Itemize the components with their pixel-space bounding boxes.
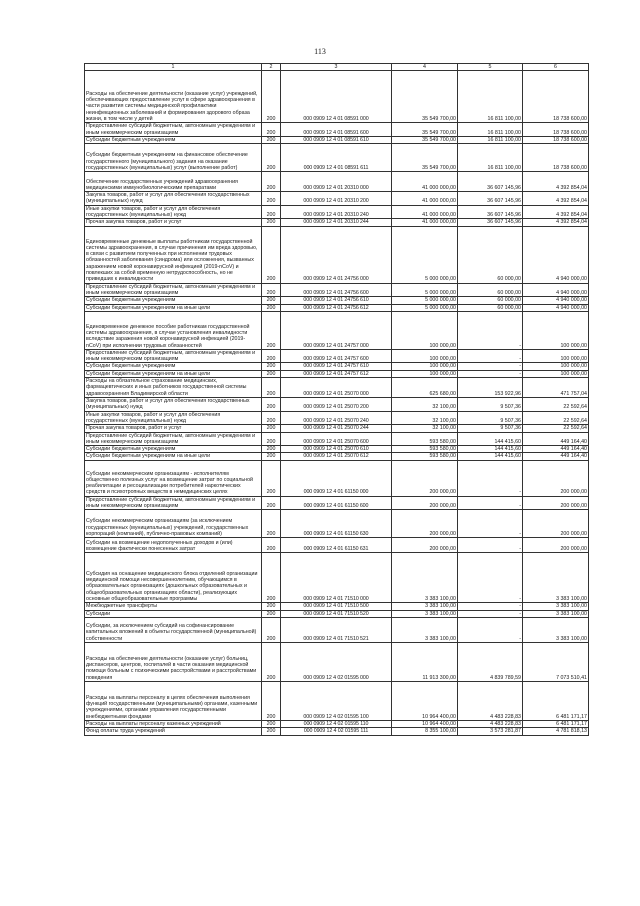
row-name-cell: Субсидии бюджетным учреждениям — [85, 446, 262, 453]
table-row — [85, 192, 589, 206]
row-executed-amount-cell: 16 811 100,00 — [458, 136, 523, 143]
table-row — [85, 226, 589, 283]
table-row — [85, 349, 589, 363]
row-approved-amount-cell: 593 580,00 — [392, 432, 458, 446]
row-unexecuted-amount-cell: 4 392 854,04 — [523, 192, 589, 206]
row-executed-amount-cell: 144 415,60 — [458, 453, 523, 460]
row-classification-code-cell: 000 0909 12 4 01 24756 612 — [281, 304, 392, 311]
row-executed-amount-cell: 60 000,00 — [458, 304, 523, 311]
row-name-cell: Прочая закупка товаров, работ и услуг — [85, 425, 262, 432]
row-executed-amount-cell: 16 811 100,00 — [458, 71, 523, 123]
row-line-code-cell: 200 — [262, 446, 281, 453]
row-name-cell: Субсидии бюджетным учреждениям на иные цели — [85, 370, 262, 377]
row-classification-code-cell: 000 0909 12 4 01 25070 610 — [281, 446, 392, 453]
table-header-row — [85, 64, 589, 71]
row-line-code-cell: 200 — [262, 205, 281, 219]
row-approved-amount-cell: 41 000 000,00 — [392, 172, 458, 192]
row-executed-amount-cell: - — [458, 311, 523, 349]
row-line-code-cell: 200 — [262, 363, 281, 370]
row-classification-code-cell: 000 0909 12 4 01 20310 000 — [281, 172, 392, 192]
row-executed-amount-cell: 36 607 145,96 — [458, 172, 523, 192]
row-classification-code-cell: 000 0909 12 4 01 61150 000 — [281, 460, 392, 496]
row-approved-amount-cell: 5 000 000,00 — [392, 283, 458, 297]
row-unexecuted-amount-cell: 100 000,00 — [523, 311, 589, 349]
row-classification-code-cell: 000 0909 12 4 02 01595 000 — [281, 642, 392, 681]
row-classification-code-cell: 000 0909 12 4 02 01595 100 — [281, 681, 392, 720]
row-executed-amount-cell: 60 000,00 — [458, 297, 523, 304]
row-unexecuted-amount-cell: 4 392 854,04 — [523, 219, 589, 226]
row-name-cell: Субсидии — [85, 610, 262, 617]
row-executed-amount-cell: 144 415,60 — [458, 432, 523, 446]
row-line-code-cell: 200 — [262, 510, 281, 538]
row-approved-amount-cell: 200 000,00 — [392, 510, 458, 538]
row-line-code-cell: 200 — [262, 370, 281, 377]
row-approved-amount-cell: 32 100,00 — [392, 398, 458, 412]
row-name-cell: Единовременные денежные выплаты работникам государственной системы здравоохранения, в случае причинения им вреда здоровью, в связи с развитием полученных при исполнении трудовых обязанностей заболевания (синдрома) или осложнения, вызванных заражением новой коронавирусной инфекцией (2019-nCoV) и повлекших за собой временную нетрудоспособность, но не приведших к инвалидности — [85, 226, 262, 283]
row-line-code-cell: 200 — [262, 610, 281, 617]
header-cell: 5 — [458, 64, 523, 71]
row-executed-amount-cell: 36 607 145,96 — [458, 219, 523, 226]
row-approved-amount-cell: 593 580,00 — [392, 446, 458, 453]
row-approved-amount-cell: 32 100,00 — [392, 411, 458, 425]
table-row — [85, 123, 589, 137]
page-number: 113 — [314, 47, 326, 56]
row-classification-code-cell: 000 0909 12 4 01 25070 244 — [281, 425, 392, 432]
header-cell: 1 — [85, 64, 262, 71]
table-row — [85, 446, 589, 453]
row-approved-amount-cell: 593 580,00 — [392, 453, 458, 460]
row-line-code-cell: 200 — [262, 453, 281, 460]
row-approved-amount-cell: 32 100,00 — [392, 425, 458, 432]
row-classification-code-cell: 000 0909 12 4 01 20310 240 — [281, 205, 392, 219]
row-classification-code-cell: 000 0909 12 4 01 08591 610 — [281, 136, 392, 143]
table-row — [85, 681, 589, 720]
header-cell: 4 — [392, 64, 458, 71]
row-approved-amount-cell: 41 000 000,00 — [392, 219, 458, 226]
row-unexecuted-amount-cell: 4 940 000,00 — [523, 226, 589, 283]
row-line-code-cell: 200 — [262, 553, 281, 603]
row-approved-amount-cell: 41 000 000,00 — [392, 192, 458, 206]
row-approved-amount-cell: 11 913 300,00 — [392, 642, 458, 681]
row-approved-amount-cell: 200 000,00 — [392, 460, 458, 496]
row-line-code-cell: 200 — [262, 378, 281, 398]
row-name-cell: Предоставление субсидий бюджетным, автономным учреждениям и иным некоммерческим организациям — [85, 283, 262, 297]
row-approved-amount-cell: 100 000,00 — [392, 349, 458, 363]
row-line-code-cell: 200 — [262, 496, 281, 510]
row-line-code-cell: 200 — [262, 311, 281, 349]
row-unexecuted-amount-cell: 18 738 600,00 — [523, 123, 589, 137]
row-unexecuted-amount-cell: 4 392 854,04 — [523, 172, 589, 192]
row-classification-code-cell: 000 0909 12 4 01 25070 240 — [281, 411, 392, 425]
row-executed-amount-cell: 4 483 228,83 — [458, 681, 523, 720]
row-unexecuted-amount-cell: 4 940 000,00 — [523, 283, 589, 297]
row-executed-amount-cell: 60 000,00 — [458, 283, 523, 297]
table-row — [85, 610, 589, 617]
row-unexecuted-amount-cell: 200 000,00 — [523, 510, 589, 538]
row-name-cell: Предоставление субсидий бюджетным, автономным учреждениям и иным некоммерческим организациям — [85, 432, 262, 446]
row-classification-code-cell: 000 0909 12 4 01 71510 000 — [281, 553, 392, 603]
row-executed-amount-cell: 36 607 145,96 — [458, 205, 523, 219]
row-unexecuted-amount-cell: 100 000,00 — [523, 363, 589, 370]
row-name-cell: Расходы на обеспечение деятельности (оказание услуг) больниц, диспансеров, центров, госпиталей в части оказания медицинской помощи больным с психическими расстройствами и расстройствами поведения — [85, 642, 262, 681]
table-row — [85, 297, 589, 304]
row-name-cell: Субсидии некоммерческим организациям - исполнителям общественно полезных услуг на возмещение затрат по социальной реабилитации и ресоциализации потребителей наркотических средств и психотропных веществ в немедицинских целях — [85, 460, 262, 496]
table-row — [85, 728, 589, 735]
table-row — [85, 538, 589, 553]
row-unexecuted-amount-cell: 4 392 854,04 — [523, 205, 589, 219]
row-approved-amount-cell: 5 000 000,00 — [392, 226, 458, 283]
row-name-cell: Обеспечение государственных учреждений здравоохранения медицинскими иммунобиологическими препаратами — [85, 172, 262, 192]
row-line-code-cell: 200 — [262, 144, 281, 172]
header-cell: 6 — [523, 64, 589, 71]
row-executed-amount-cell: 3 573 281,87 — [458, 728, 523, 735]
table-row — [85, 453, 589, 460]
row-line-code-cell: 200 — [262, 219, 281, 226]
row-approved-amount-cell: 35 549 700,00 — [392, 123, 458, 137]
row-unexecuted-amount-cell: 3 383 100,00 — [523, 603, 589, 610]
row-line-code-cell: 200 — [262, 603, 281, 610]
row-unexecuted-amount-cell: 449 164,40 — [523, 446, 589, 453]
row-name-cell: Закупка товаров, работ и услуг для обеспечения государственных (муниципальных) нужд — [85, 192, 262, 206]
row-classification-code-cell: 000 0909 12 4 01 24757 600 — [281, 349, 392, 363]
row-executed-amount-cell: 36 607 145,96 — [458, 192, 523, 206]
row-approved-amount-cell: 8 355 100,00 — [392, 728, 458, 735]
table-row — [85, 144, 589, 172]
row-unexecuted-amount-cell: 6 481 171,17 — [523, 681, 589, 720]
row-name-cell: Иные закупки товаров, работ и услуг для обеспечения государственных (муниципальных) нужд — [85, 411, 262, 425]
row-name-cell: Субсидии бюджетным учреждениям на иные цели — [85, 453, 262, 460]
row-line-code-cell: 200 — [262, 681, 281, 720]
row-executed-amount-cell: 9 507,36 — [458, 425, 523, 432]
row-line-code-cell: 200 — [262, 304, 281, 311]
row-unexecuted-amount-cell: 3 383 100,00 — [523, 610, 589, 617]
row-classification-code-cell: 000 0909 12 4 01 24756 600 — [281, 283, 392, 297]
row-unexecuted-amount-cell: 4 940 000,00 — [523, 297, 589, 304]
table-row — [85, 603, 589, 610]
row-unexecuted-amount-cell: 22 592,64 — [523, 411, 589, 425]
row-line-code-cell: 200 — [262, 642, 281, 681]
row-approved-amount-cell: 5 000 000,00 — [392, 304, 458, 311]
row-line-code-cell: 200 — [262, 617, 281, 642]
row-approved-amount-cell: 10 964 400,00 — [392, 681, 458, 720]
table-row — [85, 553, 589, 603]
row-executed-amount-cell: - — [458, 363, 523, 370]
row-line-code-cell: 200 — [262, 538, 281, 553]
row-name-cell: Расходы на обязательное страхование медицинских, фармацевтических и иных работников государственной системы здравоохранения Владимирской области — [85, 378, 262, 398]
table-row — [85, 642, 589, 681]
row-line-code-cell: 200 — [262, 432, 281, 446]
row-executed-amount-cell: 4 483 228,83 — [458, 720, 523, 727]
row-line-code-cell: 200 — [262, 283, 281, 297]
row-line-code-cell: 200 — [262, 398, 281, 412]
row-name-cell: Расходы на выплаты персоналу в целях обеспечения выполнения функций государственными (муниципальными) органами, казенными учреждениями, органами управления государственными внебюджетными фондами — [85, 681, 262, 720]
row-classification-code-cell: 000 0909 12 4 01 61150 630 — [281, 510, 392, 538]
table-row — [85, 617, 589, 642]
row-unexecuted-amount-cell: 449 164,40 — [523, 453, 589, 460]
row-classification-code-cell: 000 0909 12 4 01 24756 000 — [281, 226, 392, 283]
header-cell: 2 — [262, 64, 281, 71]
row-approved-amount-cell: 10 964 400,00 — [392, 720, 458, 727]
row-unexecuted-amount-cell: 100 000,00 — [523, 370, 589, 377]
row-executed-amount-cell: 60 000,00 — [458, 226, 523, 283]
row-executed-amount-cell: - — [458, 617, 523, 642]
row-classification-code-cell: 000 0909 12 4 01 20310 244 — [281, 219, 392, 226]
row-unexecuted-amount-cell: 200 000,00 — [523, 538, 589, 553]
row-line-code-cell: 200 — [262, 226, 281, 283]
row-executed-amount-cell: - — [458, 603, 523, 610]
row-unexecuted-amount-cell: 449 164,40 — [523, 432, 589, 446]
row-name-cell: Субсидии бюджетным учреждениям — [85, 136, 262, 143]
row-approved-amount-cell: 35 549 700,00 — [392, 144, 458, 172]
row-line-code-cell: 200 — [262, 460, 281, 496]
row-line-code-cell: 200 — [262, 192, 281, 206]
table-row — [85, 398, 589, 412]
row-classification-code-cell: 000 0909 12 4 01 61150 600 — [281, 496, 392, 510]
table-row — [85, 432, 589, 446]
row-unexecuted-amount-cell: 3 383 100,00 — [523, 553, 589, 603]
row-approved-amount-cell: 100 000,00 — [392, 370, 458, 377]
row-name-cell: Предоставление субсидий бюджетным, автономным учреждениям и иным некоммерческим организациям — [85, 123, 262, 137]
row-name-cell: Расходы на выплаты персоналу казенных учреждений — [85, 720, 262, 727]
row-executed-amount-cell: 4 839 789,59 — [458, 642, 523, 681]
budget-execution-table — [84, 63, 589, 736]
table-row — [85, 219, 589, 226]
row-approved-amount-cell: 625 680,00 — [392, 378, 458, 398]
row-approved-amount-cell: 35 549 700,00 — [392, 136, 458, 143]
row-executed-amount-cell: 153 922,96 — [458, 378, 523, 398]
row-classification-code-cell: 000 0909 12 4 01 08591 611 — [281, 144, 392, 172]
row-approved-amount-cell: 200 000,00 — [392, 538, 458, 553]
row-classification-code-cell: 000 0909 12 4 01 08591 000 — [281, 71, 392, 123]
row-name-cell: Прочая закупка товаров, работ и услуг — [85, 219, 262, 226]
row-unexecuted-amount-cell: 471 757,04 — [523, 378, 589, 398]
row-executed-amount-cell: - — [458, 349, 523, 363]
table-row — [85, 460, 589, 496]
row-unexecuted-amount-cell: 7 073 510,41 — [523, 642, 589, 681]
row-executed-amount-cell: 9 507,36 — [458, 411, 523, 425]
row-line-code-cell: 200 — [262, 123, 281, 137]
row-name-cell: Предоставление субсидий бюджетным, автономным учреждениям и иным некоммерческим организациям — [85, 349, 262, 363]
row-unexecuted-amount-cell: 3 383 100,00 — [523, 617, 589, 642]
row-name-cell: Субсидии бюджетным учреждениям на иные цели — [85, 304, 262, 311]
row-name-cell: Фонд оплаты труда учреждений — [85, 728, 262, 735]
row-unexecuted-amount-cell: 18 738 600,00 — [523, 71, 589, 123]
table-row — [85, 510, 589, 538]
row-executed-amount-cell: 16 811 100,00 — [458, 123, 523, 137]
row-approved-amount-cell: 41 000 000,00 — [392, 205, 458, 219]
row-unexecuted-amount-cell: 18 738 600,00 — [523, 136, 589, 143]
table-row — [85, 363, 589, 370]
table-row — [85, 378, 589, 398]
row-name-cell: Предоставление субсидий бюджетным, автономным учреждениям и иным некоммерческим организациям — [85, 496, 262, 510]
row-classification-code-cell: 000 0909 12 4 01 24757 612 — [281, 370, 392, 377]
row-line-code-cell: 200 — [262, 349, 281, 363]
row-executed-amount-cell: - — [458, 538, 523, 553]
row-unexecuted-amount-cell: 4 781 818,13 — [523, 728, 589, 735]
row-line-code-cell: 200 — [262, 71, 281, 123]
row-line-code-cell: 200 — [262, 172, 281, 192]
header-cell: 3 — [281, 64, 392, 71]
table-row — [85, 496, 589, 510]
row-executed-amount-cell: - — [458, 553, 523, 603]
row-classification-code-cell: 000 0909 12 4 02 01595 111 — [281, 728, 392, 735]
row-unexecuted-amount-cell: 22 592,64 — [523, 398, 589, 412]
row-line-code-cell: 200 — [262, 136, 281, 143]
row-executed-amount-cell: 16 811 100,00 — [458, 144, 523, 172]
table-row — [85, 411, 589, 425]
row-executed-amount-cell: - — [458, 496, 523, 510]
row-classification-code-cell: 000 0909 12 4 02 01595 110 — [281, 720, 392, 727]
row-classification-code-cell: 000 0909 12 4 01 71510 520 — [281, 610, 392, 617]
row-approved-amount-cell: 100 000,00 — [392, 363, 458, 370]
table-row — [85, 425, 589, 432]
row-name-cell: Субсидии на возмещение недополученных доходов и (или) возмещение фактически понесенных затрат — [85, 538, 262, 553]
row-name-cell: Субсидии бюджетным учреждениям на финансовое обеспечение государственного (муниципального) задания на оказание государственных (муниципальных) услуг (выполнение работ) — [85, 144, 262, 172]
row-executed-amount-cell: - — [458, 370, 523, 377]
table-row — [85, 71, 589, 123]
row-classification-code-cell: 000 0909 12 4 01 24757 000 — [281, 311, 392, 349]
row-name-cell: Субсидия на оснащение медицинского блока отделений организации медицинской помощи несовершеннолетним, обучающимся в образовательных организациях (дошкольных образовательных и общеобразовательных организациях области), реализующих основные общеобразовательные программы — [85, 553, 262, 603]
row-classification-code-cell: 000 0909 12 4 01 25070 600 — [281, 432, 392, 446]
row-unexecuted-amount-cell: 6 481 171,17 — [523, 720, 589, 727]
table-row — [85, 205, 589, 219]
row-name-cell: Закупка товаров, работ и услуг для обеспечения государственных (муниципальных) нужд — [85, 398, 262, 412]
row-line-code-cell: 200 — [262, 297, 281, 304]
row-approved-amount-cell: 5 000 000,00 — [392, 297, 458, 304]
table-row — [85, 172, 589, 192]
row-unexecuted-amount-cell: 200 000,00 — [523, 460, 589, 496]
row-approved-amount-cell: 3 383 100,00 — [392, 603, 458, 610]
row-line-code-cell: 200 — [262, 411, 281, 425]
table-row — [85, 304, 589, 311]
table-row — [85, 311, 589, 349]
row-classification-code-cell: 000 0909 12 4 01 25070 000 — [281, 378, 392, 398]
row-classification-code-cell: 000 0909 12 4 01 71510 500 — [281, 603, 392, 610]
row-classification-code-cell: 000 0909 12 4 01 08591 600 — [281, 123, 392, 137]
row-executed-amount-cell: - — [458, 610, 523, 617]
row-unexecuted-amount-cell: 200 000,00 — [523, 496, 589, 510]
row-unexecuted-amount-cell: 4 940 000,00 — [523, 304, 589, 311]
row-line-code-cell: 200 — [262, 720, 281, 727]
row-classification-code-cell: 000 0909 12 4 01 20310 200 — [281, 192, 392, 206]
row-name-cell: Межбюджетные трансферты — [85, 603, 262, 610]
row-executed-amount-cell: - — [458, 460, 523, 496]
row-classification-code-cell: 000 0909 12 4 01 25070 612 — [281, 453, 392, 460]
row-name-cell: Субсидии, за исключением субсидий на софинансирование капитальных вложений в объекты государственной (муниципальной) собственности — [85, 617, 262, 642]
row-classification-code-cell: 000 0909 12 4 01 24757 610 — [281, 363, 392, 370]
table-row — [85, 136, 589, 143]
row-approved-amount-cell: 200 000,00 — [392, 496, 458, 510]
row-executed-amount-cell: - — [458, 510, 523, 538]
table-row — [85, 370, 589, 377]
row-approved-amount-cell: 3 383 100,00 — [392, 553, 458, 603]
row-name-cell: Субсидии некоммерческим организациям (за исключением государственных (муниципальных) учреждений, государственных корпораций (компаний), публично-правовых компаний) — [85, 510, 262, 538]
table-row — [85, 720, 589, 727]
row-approved-amount-cell: 3 383 100,00 — [392, 617, 458, 642]
row-approved-amount-cell: 35 549 700,00 — [392, 71, 458, 123]
row-classification-code-cell: 000 0909 12 4 01 24756 610 — [281, 297, 392, 304]
row-classification-code-cell: 000 0909 12 4 01 25070 200 — [281, 398, 392, 412]
row-classification-code-cell: 000 0909 12 4 01 61150 631 — [281, 538, 392, 553]
row-executed-amount-cell: 9 507,36 — [458, 398, 523, 412]
row-classification-code-cell: 000 0909 12 4 01 71510 521 — [281, 617, 392, 642]
row-unexecuted-amount-cell: 22 592,64 — [523, 425, 589, 432]
row-approved-amount-cell: 3 383 100,00 — [392, 610, 458, 617]
row-executed-amount-cell: 144 415,60 — [458, 446, 523, 453]
row-name-cell: Субсидии бюджетным учреждениям — [85, 363, 262, 370]
row-name-cell: Иные закупки товаров, работ и услуг для обеспечения государственных (муниципальных) нужд — [85, 205, 262, 219]
row-line-code-cell: 200 — [262, 425, 281, 432]
row-name-cell: Единовременное денежное пособие работникам государственной системы здравоохранения, в случае установления инвалидности вследствие заражения новой коронавирусной инфекцией (2019-nCoV) при исполнении трудовых обязанностей — [85, 311, 262, 349]
row-line-code-cell: 200 — [262, 728, 281, 735]
row-unexecuted-amount-cell: 100 000,00 — [523, 349, 589, 363]
table-row — [85, 283, 589, 297]
row-unexecuted-amount-cell: 18 738 600,00 — [523, 144, 589, 172]
row-approved-amount-cell: 100 000,00 — [392, 311, 458, 349]
row-name-cell: Субсидии бюджетным учреждениям — [85, 297, 262, 304]
row-name-cell: Расходы на обеспечение деятельности (оказание услуг) учреждений, обеспечивающих предоставление услуг в сфере здравоохранения в части развития системы медицинской профилактики неинфекционных заболеваний и формирования здорового образа жизни, в том числе у детей — [85, 71, 262, 123]
